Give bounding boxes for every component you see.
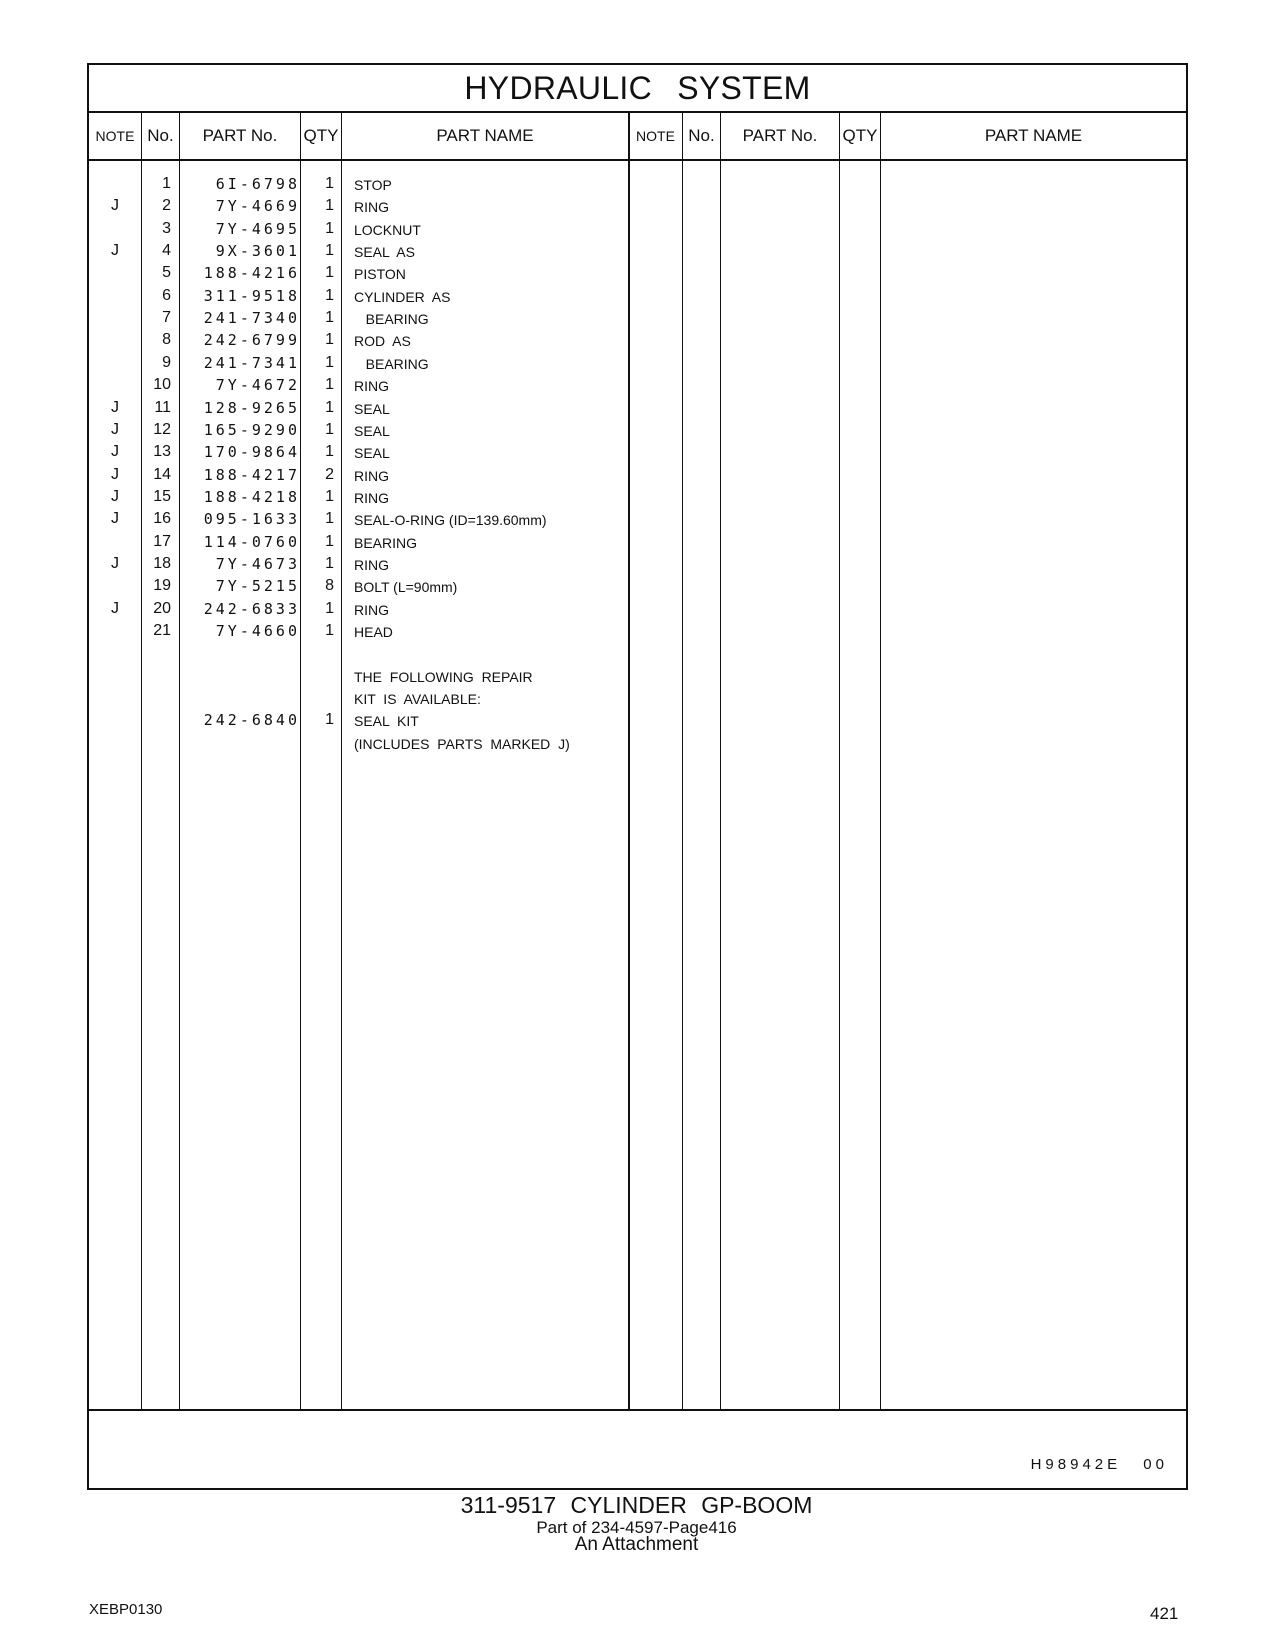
part-name: SEAL <box>354 422 390 439</box>
item-number: 11 <box>154 398 171 416</box>
quantity: 1 <box>325 487 334 505</box>
part-number: 7Y-4695 <box>215 219 300 238</box>
item-number: 1 <box>162 175 171 192</box>
item-number: 3 <box>162 219 171 237</box>
note-cell: J <box>111 197 119 215</box>
part-number: 7Y-4672 <box>215 376 300 395</box>
table-row <box>89 533 1186 556</box>
table-row <box>89 175 1186 198</box>
table-row <box>89 555 1186 578</box>
header-part-name-right: PART NAME <box>984 126 1083 145</box>
quantity: 1 <box>325 510 334 528</box>
part-name: PISTON <box>354 266 406 283</box>
table-row <box>89 287 1186 310</box>
part-number: 7Y-5215 <box>215 577 300 596</box>
quantity: 1 <box>325 219 334 237</box>
part-number: 7Y-4660 <box>215 622 300 640</box>
item-number: 7 <box>162 309 171 327</box>
part-number: 241-7340 <box>203 309 300 328</box>
part-name: THE FOLLOWING REPAIR <box>354 668 533 685</box>
part-number: 7Y-4669 <box>215 197 300 216</box>
part-name: HEAD <box>354 624 393 640</box>
table-row <box>89 399 1186 422</box>
part-number: 114-0760 <box>203 532 300 551</box>
part-name: LOCKNUT <box>354 221 421 238</box>
item-number: 10 <box>153 376 171 394</box>
note-cell: J <box>111 487 119 505</box>
note-cell: J <box>111 599 119 617</box>
table-row <box>89 689 1186 712</box>
item-number: 15 <box>153 487 171 505</box>
part-number: 170-9864 <box>203 443 300 462</box>
part-name: BEARING <box>354 534 418 551</box>
table-row <box>89 667 1186 690</box>
table-row <box>89 711 1186 734</box>
table-row <box>89 309 1186 332</box>
part-name: SEAL <box>354 400 390 417</box>
part-name: STOP <box>354 177 392 193</box>
item-number: 12 <box>153 420 171 438</box>
note-cell: J <box>111 554 119 572</box>
item-number: 8 <box>162 331 171 349</box>
quantity: 1 <box>325 599 334 617</box>
header-note-right: NOTE <box>636 128 675 144</box>
table-row <box>89 220 1186 243</box>
quantity: 1 <box>325 331 334 349</box>
quantity: 1 <box>325 420 334 438</box>
item-number: 2 <box>162 197 171 215</box>
table-row <box>89 421 1186 444</box>
part-name: RING <box>354 199 389 216</box>
part-name: RING <box>354 601 389 618</box>
item-number: 4 <box>162 242 171 260</box>
part-name: RING <box>354 489 389 506</box>
part-name: SEAL-O-RING (ID=139.60mm) <box>354 512 547 529</box>
part-number: 188-4216 <box>203 264 300 283</box>
group-caption: 311-9517 CYLINDER GP-BOOM <box>460 1492 813 1518</box>
part-number: 188-4217 <box>203 465 300 484</box>
note-cell: J <box>111 398 119 416</box>
quantity: 1 <box>325 376 334 394</box>
part-number: 311-9518 <box>203 286 300 305</box>
part-number: 9X-3601 <box>215 242 300 261</box>
table-header-row <box>89 113 1186 161</box>
item-number: 9 <box>162 353 171 371</box>
part-number: 188-4218 <box>203 487 300 506</box>
table-row <box>89 600 1186 623</box>
header-part-name-left: PART NAME <box>436 126 534 145</box>
header-no-right: No. <box>688 126 715 145</box>
item-number: 16 <box>153 510 171 528</box>
part-number: 165-9290 <box>203 420 300 439</box>
note-cell: J <box>111 420 119 438</box>
quantity: 1 <box>325 264 334 282</box>
item-number: 21 <box>153 622 171 639</box>
part-name: RING <box>354 378 389 395</box>
document-id: XEBP0130 <box>89 1601 163 1618</box>
part-number: 095-1633 <box>203 510 300 529</box>
table-row <box>89 376 1186 399</box>
table-bottom-rule <box>89 1409 1186 1411</box>
item-number: 6 <box>162 286 171 304</box>
header-part-no-right: PART No. <box>742 126 818 145</box>
item-number: 17 <box>153 532 171 550</box>
table-row <box>89 577 1186 600</box>
header-note-left: NOTE <box>95 128 135 144</box>
quantity: 1 <box>325 286 334 304</box>
table-row <box>89 354 1186 377</box>
part-name: RING <box>354 556 389 573</box>
note-cell: J <box>111 242 119 260</box>
header-part-no-left: PART No. <box>202 126 278 145</box>
quantity: 1 <box>325 309 334 327</box>
item-number: 20 <box>153 599 171 617</box>
part-number: 242-6833 <box>203 599 300 618</box>
part-number: 6I-6798 <box>215 175 300 193</box>
table-row <box>89 622 1186 645</box>
note-cell: J <box>111 465 119 483</box>
quantity: 1 <box>325 175 334 192</box>
part-number: 242-6840 <box>203 711 300 730</box>
quantity: 1 <box>325 532 334 550</box>
part-name: RING <box>354 467 389 484</box>
parent-reference: Part of 234-4597-Page416 <box>536 1518 737 1537</box>
part-name: SEAL AS <box>354 244 415 261</box>
part-number: 7Y-4673 <box>215 554 300 573</box>
quantity: 1 <box>325 398 334 416</box>
quantity: 1 <box>325 622 334 639</box>
note-cell: J <box>111 443 119 461</box>
table-row <box>89 242 1186 265</box>
part-name: KIT IS AVAILABLE: <box>354 691 481 708</box>
section-title: HYDRAULIC SYSTEM <box>89 65 1186 113</box>
item-number: 18 <box>153 554 171 572</box>
page-number: 421 <box>1150 1604 1179 1623</box>
parts-table-frame <box>87 63 1188 1490</box>
table-row <box>89 510 1186 533</box>
part-name: ROD AS <box>354 333 411 350</box>
part-name: BEARING <box>354 311 429 328</box>
part-name: SEAL KIT <box>354 713 419 730</box>
part-name: CYLINDER AS <box>354 288 451 305</box>
part-number: 241-7341 <box>203 353 300 372</box>
quantity: 1 <box>325 711 334 729</box>
part-name: BEARING <box>354 355 429 372</box>
item-number: 13 <box>153 443 171 461</box>
quantity: 1 <box>325 554 334 572</box>
illustration-code: H98942E 00 <box>1030 1456 1168 1473</box>
quantity: 1 <box>325 197 334 215</box>
part-name: (INCLUDES PARTS MARKED J) <box>354 735 570 752</box>
table-row <box>89 734 1186 757</box>
item-number: 19 <box>153 577 171 595</box>
quantity: 8 <box>325 577 334 595</box>
part-name: SEAL <box>354 445 390 462</box>
quantity: 1 <box>325 242 334 260</box>
table-row <box>89 488 1186 511</box>
quantity: 1 <box>325 443 334 461</box>
part-number: 128-9265 <box>203 398 300 417</box>
part-number: 242-6799 <box>203 331 300 350</box>
quantity: 1 <box>325 353 334 371</box>
part-name: BOLT (L=90mm) <box>354 579 458 596</box>
table-row <box>89 331 1186 354</box>
header-no-left: No. <box>147 126 174 145</box>
quantity: 2 <box>325 465 334 483</box>
header-qty-left: QTY <box>303 126 339 145</box>
table-row <box>89 466 1186 489</box>
table-row <box>89 264 1186 287</box>
table-row <box>89 443 1186 466</box>
note-cell: J <box>111 510 119 528</box>
item-number: 14 <box>153 465 171 483</box>
table-row <box>89 197 1186 220</box>
header-qty-right: QTY <box>842 126 878 145</box>
item-number: 5 <box>162 264 171 282</box>
attachment-label: An Attachment <box>574 1534 699 1555</box>
